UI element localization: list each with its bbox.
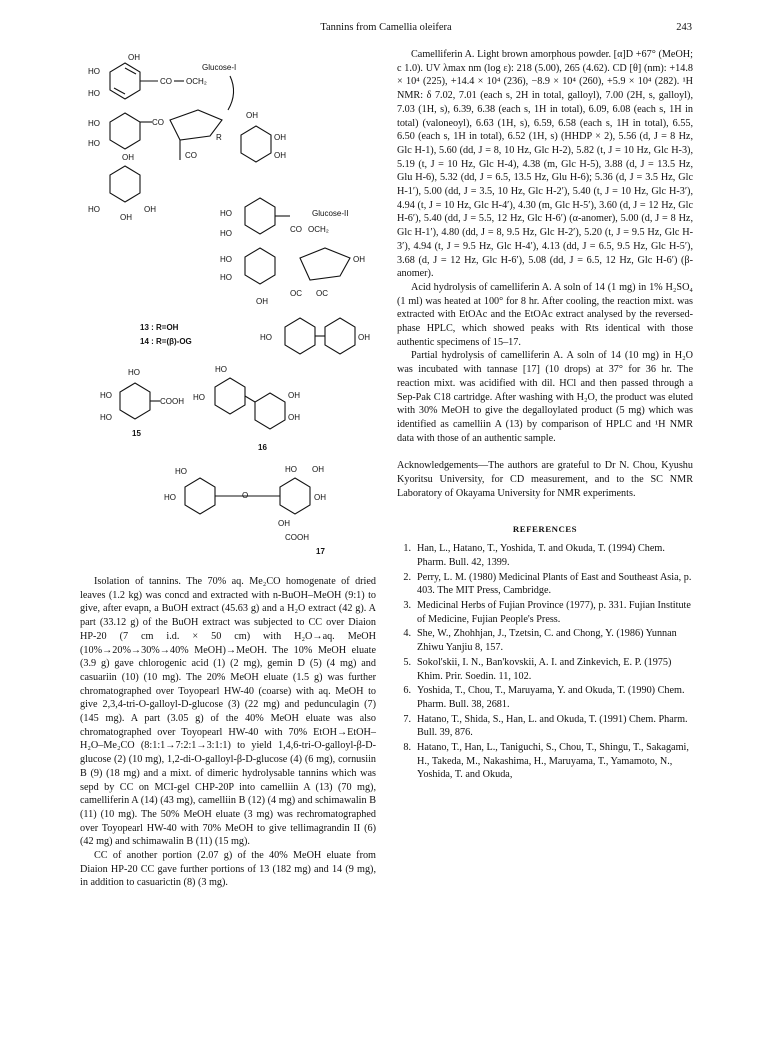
- reference-item: 6. Yoshida, T., Chou, T., Maruyama, Y. and Okuda, T. (1990) Chem. Pharm. Bull. 38, 2681.: [403, 685, 685, 710]
- reference-item: 4. She, W., Zhohhjan, J., Tzetsin, C. and Chong, Y. (1986) Yunnan Zhiwu Yanjiu 8, 157.: [403, 628, 677, 654]
- co-label: CO: [152, 118, 164, 127]
- glucose-ring-1: [170, 110, 222, 140]
- oh-label: OH: [120, 213, 132, 222]
- ho-label: HO: [193, 393, 205, 402]
- galloyl-ring-lower: [110, 166, 140, 202]
- compound-16-ring-b: [255, 393, 285, 429]
- co-label: CO: [160, 77, 172, 86]
- compound-17-ring-a: [185, 478, 215, 514]
- cc-paragraph: CC of another portion (2.07 g) of the 40% MeOH eluate from Diaion HP-20 CC gave further portions of 13 (182 mg) and 14 (9 mg), in addition to casuarictin (8) (3 mg).: [80, 850, 376, 889]
- structure-drawing: [80, 48, 380, 568]
- references-heading: REFERENCES: [512, 523, 578, 534]
- ho-label: HO: [88, 89, 100, 98]
- acid-hydrolysis-paragraph: Acid hydrolysis of camelliferin A. A soln of 14 (1 mg) in 1% H₂SO₄ (1 ml) was heated at 100° for 8 hr. After cooling, the reaction mixt. was extracted with EtOAc and the EtOAc extract analysed by the reversed-phase HPLC, which showed peaks with Rts identical with those authentic specimens of 15–17.: [397, 281, 693, 348]
- oh-label: OH: [122, 153, 134, 162]
- compound-17-number: 17: [316, 547, 325, 556]
- ho-label: HO: [128, 368, 140, 377]
- och2-label: OCH₂: [308, 225, 329, 234]
- oh-label: OH: [246, 111, 258, 120]
- ho-label: HO: [220, 255, 232, 264]
- partial-hydrolysis-paragraph: Partial hydrolysis of camelliferin A. A soln of 14 (10 mg) in H₂O was incubated with tannase [17] (10 drops) at 37° for 36 hr. The reaction mixt. was acidified with dil. HCl and then passed through a Sep-Pak C18 cartridge. After washing with H₂O, the product was eluted with 30% MeOH to give the degalloylated product (5 mg) which was identified as camelliin A (13) by comparison of HPLC and ¹H NMR data with those of an authentic sample.: [397, 350, 693, 444]
- oh-label: OH: [353, 255, 365, 264]
- ho-label: HO: [220, 229, 232, 238]
- oh-label: OH: [274, 133, 286, 142]
- reference-item: 3. Medicinal Herbs of Fujian Province (1977), p. 331. Fujian Institute of Medicine, Fujian People's Press.: [403, 600, 691, 625]
- glucose-ring-2: [300, 248, 350, 280]
- isolation-paragraph: Isolation of tannins. The 70% aq. Me₂CO homogenate of dried leaves (1.2 kg) was concd and extracted with n-BuOH–MeOH (9:1) to give, after evapn, a BuOH extract (45.63 g) and a H₂O extract (42 g). A part (33.12 g) of the BuOH extract was subjected to CC over Diaion HP-20 (7 cm i.d. × 50 cm) with H₂O→aq. MeOH (10%→20%→30%→40% MeOH)→MeOH. The 10% MeOH eluate (3.9 g) gave chlorogenic acid (1) (2 mg), gemin D (5) (4 mg) and casuariin (10) (10 mg). The 20% MeOH eluate (1.5 g) was further chromatographed over Toyopearl HW-40 (coarse) with aq. MeOH to give 2,3,4-tri-O-galloyl-D-glucose (3) (22 mg) and pedunculagin (7) (145 mg). A part (3.05 g) of the 40% MeOH eluate was also chromatographed over Toyopearl HW-40 with 70% EtOH→EtOH–H₂O–Me₂CO (8:1:1→7:2:1→3:1:1) to yield 1,4,6-tri-O-galloyl-β-D-glucose (2) (10 mg), 1,2-di-O-galloyl-β-D-glucose (4) (6 mg), cornusiin B (9) (18 mg) and a mixt. of dimeric hydrolysable tannins which was sepd by CC on MCI-gel CHP-20P into camelliin A (13) (70 mg), camelliferin A (14) (43 mg), camelliin B (12) (4 mg) and schimawalin B (11) (10 mg). The 50% MeOH eluate (3 mg) was rechromatographed over Toyopearl HW-40 with 70% MeOH to give tellimagrandin II (6) (42 mg) and schimawalin B (11) (15 mg).: [80, 576, 376, 848]
- oh-label: OH: [312, 465, 324, 474]
- hhdp-ring-upper: [245, 198, 275, 234]
- co-label: CO: [290, 225, 302, 234]
- camelliferin-paragraph: Camelliferin A. Light brown amorphous powder. [α]D +67° (MeOH; c 1.0). UV λmax nm (log ε): 218 (5.00), 265 (4.62). CD [θ] (nm): +14.8 × 10⁴ (225), +14.4 × 10⁴ (236), −8.9 × 10⁴ (260), +5.9 × 10⁴ (282). ¹H NMR: δ 7.02, 7.01 (each s, 2H in total, galloyl), 7.00 (2H, s, galloyl), 7.03 (1H, s), 6.39, 6.38 (each s, 1H in total), 6.09, 6.08 (each s, 1H in total) (valoneoyl), 6.63 (1H, s), 6.59, 6.58 (each s, 1H in total), 6.55, 6.50 (each s, 1H in total), 6.52 (1H, s) (HHDP × 2), 5.56 (d, J = 8 Hz, Glc H-1), 5.60 (dd, J = 8, 10 Hz, Glc H-2), 5.82 (t, J = 10 Hz, Glc H-3), 5.19 (t, J = 10 Hz, Glc H-4), 4.38 (m, Glc H-5), 3.88 (d, J = 13.5 Hz, Glu H-6), 5.32 (dd, J = 6.5, 13.5 Hz, Glu H-6); 5.36 (d, J = 3.5 Hz, Glc H-1′), 5.00 (dd, J = 3.5, 10 Hz, Glc H-2′), 5.40 (t, J = 10 Hz, Glc H-3′), 4.94 (t, J = 10 Hz, Glc H-4′), 4.30 (m, Glc H-5′), 3.60 (d, J = 12 Hz, Glc H-6′), 5.40 (dd, J = 5.5, 12 Hz, Glc H-6′) (α-anomer), 5.00 (d, J = 8 Hz, Glc H-1′), 4.80 (dd, J = 8, 9.5 Hz, Glc H-2′), 5.20 (t, J = 9.5 Hz, Glc H-3′), 4.94 (t, J = 9.5 Hz, Glc H-4′), 4.13 (dd, J = 6.5, 9.5 Hz, Glc H-5′), 3.68 (d, J = 12 Hz, Glc H-6′), 5.08 (dd, J = 6.5, 12 Hz, Glc H-6′) (β-anomer).: [397, 49, 693, 280]
- co-label: CO: [185, 151, 197, 160]
- ho-label: HO: [220, 209, 232, 218]
- oh-label: OH: [358, 333, 370, 342]
- ho-label: HO: [215, 365, 227, 374]
- reference-item: 7. Hatano, T., Shida, S., Han, L. and Okuda, T. (1991) Chem. Pharm. Bull. 39, 876.: [403, 713, 688, 739]
- o-label: O: [242, 491, 249, 500]
- cooh-label: COOH: [160, 397, 184, 406]
- ho-label: HO: [88, 67, 100, 76]
- oc-label: OC: [290, 289, 302, 298]
- oh-label: OH: [288, 413, 300, 422]
- references-list: [397, 542, 693, 782]
- oh-label: OH: [144, 205, 156, 214]
- galloyl-ring-right: [241, 126, 271, 162]
- oh-label: OH: [314, 493, 326, 502]
- compound-14-label: 14 : R=(β)-OG: [140, 337, 192, 346]
- compound-17-ring-b: [280, 478, 310, 514]
- ho-label: HO: [88, 139, 100, 148]
- ho-label: HO: [100, 391, 112, 400]
- r-label: R: [216, 133, 222, 142]
- left-column: [80, 575, 376, 890]
- structure-figure: [80, 48, 380, 568]
- oh-label: OH: [128, 53, 140, 62]
- oh-label: OH: [256, 297, 268, 306]
- ho-label: HO: [100, 413, 112, 422]
- compound-15-number: 15: [132, 429, 141, 438]
- hhdp-ring-b: [325, 318, 355, 354]
- compound-16-ring-a: [215, 378, 245, 414]
- ho-label: HO: [220, 273, 232, 282]
- hhdp-ring-a: [285, 318, 315, 354]
- ho-label: HO: [175, 467, 187, 476]
- oh-label: OH: [278, 519, 290, 528]
- compound-16-number: 16: [258, 443, 267, 452]
- galloyl-ring-top: [110, 63, 140, 99]
- glucose-2-label: Glucose-II: [312, 209, 349, 218]
- hhdp-ring-lower: [245, 248, 275, 284]
- ho-label: HO: [164, 493, 176, 502]
- reference-item: 2. Perry, L. M. (1980) Medicinal Plants of East and Southeast Asia, p. 403. The MIT Press, Cambridge.: [403, 571, 692, 597]
- reference-item: 5. Sokol'skii, I. N., Ban'kovskii, A. I. and Zinkevich, E. P. (1975) Khim. Prir. Soedin. 11, 102.: [403, 656, 672, 682]
- galloyl-ring-2: [110, 113, 140, 149]
- ho-label: HO: [260, 333, 272, 342]
- compound-15-ring: [120, 383, 150, 419]
- right-column: [397, 48, 693, 783]
- ho-label: HO: [88, 205, 100, 214]
- oc-label: OC: [316, 289, 328, 298]
- och2-label: OCH₂: [186, 77, 207, 86]
- running-title: Tannins from Camellia oleifera: [320, 22, 452, 33]
- oh-label: OH: [274, 151, 286, 160]
- cooh-label: COOH: [285, 533, 309, 542]
- page-number: 243: [676, 22, 692, 33]
- ho-label: HO: [88, 119, 100, 128]
- page-header: [80, 22, 692, 38]
- compound-13-label: 13 : R=OH: [140, 323, 179, 332]
- reference-item: 1. Han, L., Hatano, T., Yoshida, T. and Okuda, T. (1994) Chem. Pharm. Bull. 42, 1399.: [403, 543, 665, 568]
- glucose-1-label: Glucose-I: [202, 63, 237, 72]
- oh-label: OH: [288, 391, 300, 400]
- reference-item: 8. Hatano, T., Han, L., Taniguchi, S., Chou, T., Shingu, T., Sakagami, H., Takeda, M., Nakashima, H., Maruyama, T., Yamamoto, N., Yoshida, T. and Okuda,: [403, 742, 689, 781]
- ho-label: HO: [285, 465, 297, 474]
- acknowledgements: Acknowledgements—The authors are grateful to Dr N. Chou, Kyushu Kyoritsu University, for CD measurement, and to the SC NMR Laboratory of Okayama University for NMR experiments.: [397, 460, 693, 499]
